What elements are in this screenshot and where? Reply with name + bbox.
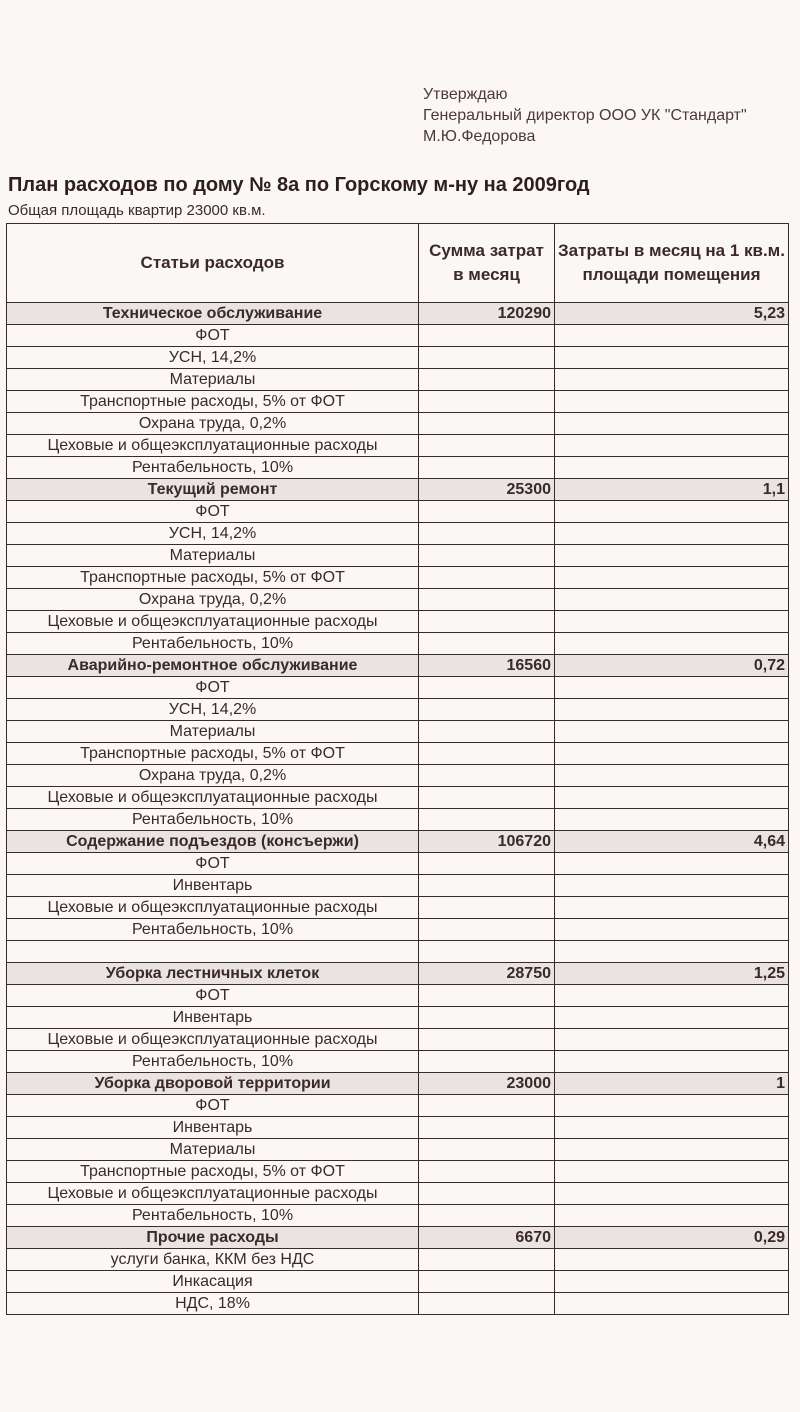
table-row xyxy=(7,809,789,831)
item-sum xyxy=(419,413,555,435)
item-sum xyxy=(419,897,555,919)
item-per-sqm xyxy=(555,391,789,413)
item-per-sqm xyxy=(555,633,789,655)
table-row xyxy=(7,1117,789,1139)
item-name xyxy=(7,941,419,963)
section-per-sqm: 4,64 xyxy=(555,831,789,853)
item-per-sqm xyxy=(555,985,789,1007)
item-sum xyxy=(419,457,555,479)
item-per-sqm xyxy=(555,1249,789,1271)
table-row xyxy=(7,347,789,369)
item-sum xyxy=(419,875,555,897)
item-name: Инкасация xyxy=(7,1271,419,1293)
table-row xyxy=(7,699,789,721)
item-sum xyxy=(419,985,555,1007)
item-per-sqm xyxy=(555,611,789,633)
item-per-sqm xyxy=(555,1007,789,1029)
section-name: Прочие расходы xyxy=(7,1227,419,1249)
item-per-sqm xyxy=(555,919,789,941)
item-sum xyxy=(419,501,555,523)
item-per-sqm xyxy=(555,787,789,809)
item-name: Цеховые и общеэксплуатационные расходы xyxy=(7,1183,419,1205)
table-row xyxy=(7,941,789,963)
section-sum: 16560 xyxy=(419,655,555,677)
item-sum xyxy=(419,1051,555,1073)
item-sum xyxy=(419,809,555,831)
item-per-sqm xyxy=(555,699,789,721)
item-name: ФОТ xyxy=(7,853,419,875)
table-row xyxy=(7,523,789,545)
item-sum xyxy=(419,787,555,809)
item-sum xyxy=(419,743,555,765)
section-row xyxy=(7,655,789,677)
table-row xyxy=(7,567,789,589)
item-sum xyxy=(419,347,555,369)
section-name: Содержание подъездов (консъержи) xyxy=(7,831,419,853)
item-sum xyxy=(419,633,555,655)
section-row xyxy=(7,1227,789,1249)
item-sum xyxy=(419,1271,555,1293)
item-per-sqm xyxy=(555,1117,789,1139)
item-sum xyxy=(419,853,555,875)
table-row xyxy=(7,633,789,655)
section-per-sqm: 1,25 xyxy=(555,963,789,985)
approval-line-approve: Утверждаю xyxy=(423,86,508,103)
item-name: Транспортные расходы, 5% от ФОТ xyxy=(7,567,419,589)
table-row xyxy=(7,1161,789,1183)
table-row xyxy=(7,985,789,1007)
item-per-sqm xyxy=(555,523,789,545)
section-row xyxy=(7,479,789,501)
section-name: Техническое обслуживание xyxy=(7,303,419,325)
item-per-sqm xyxy=(555,743,789,765)
item-name: ФОТ xyxy=(7,985,419,1007)
item-sum xyxy=(419,611,555,633)
item-per-sqm xyxy=(555,325,789,347)
item-name: УСН, 14,2% xyxy=(7,347,419,369)
table-row xyxy=(7,501,789,523)
table-header-row xyxy=(7,224,789,303)
item-name: Рентабельность, 10% xyxy=(7,1205,419,1227)
item-name: Транспортные расходы, 5% от ФОТ xyxy=(7,391,419,413)
item-sum xyxy=(419,1205,555,1227)
section-name: Уборка лестничных клеток xyxy=(7,963,419,985)
approval-line-signatory: М.Ю.Федорова xyxy=(423,128,536,145)
table-row xyxy=(7,1249,789,1271)
section-sum: 28750 xyxy=(419,963,555,985)
table-row xyxy=(7,413,789,435)
item-sum xyxy=(419,699,555,721)
item-sum xyxy=(419,721,555,743)
item-per-sqm xyxy=(555,1271,789,1293)
section-per-sqm: 1 xyxy=(555,1073,789,1095)
section-row xyxy=(7,831,789,853)
table-row xyxy=(7,853,789,875)
item-sum xyxy=(419,1117,555,1139)
item-name: Охрана труда, 0,2% xyxy=(7,765,419,787)
item-name: Цеховые и общеэксплуатационные расходы xyxy=(7,1029,419,1051)
item-per-sqm xyxy=(555,1051,789,1073)
table-row xyxy=(7,391,789,413)
section-sum: 6670 xyxy=(419,1227,555,1249)
table-row xyxy=(7,677,789,699)
table-row xyxy=(7,765,789,787)
table-row xyxy=(7,1293,789,1315)
table-row xyxy=(7,545,789,567)
item-name: Материалы xyxy=(7,369,419,391)
approval-block xyxy=(423,84,747,147)
section-name: Текущий ремонт xyxy=(7,479,419,501)
item-per-sqm xyxy=(555,853,789,875)
item-name: Охрана труда, 0,2% xyxy=(7,413,419,435)
table-row xyxy=(7,1183,789,1205)
table-row xyxy=(7,897,789,919)
item-name: УСН, 14,2% xyxy=(7,523,419,545)
item-name: Рентабельность, 10% xyxy=(7,457,419,479)
section-row xyxy=(7,303,789,325)
item-per-sqm xyxy=(555,1183,789,1205)
item-name: Цеховые и общеэксплуатационные расходы xyxy=(7,435,419,457)
item-name: ФОТ xyxy=(7,501,419,523)
section-per-sqm: 0,29 xyxy=(555,1227,789,1249)
item-sum xyxy=(419,325,555,347)
table-row xyxy=(7,1051,789,1073)
table-row xyxy=(7,325,789,347)
item-per-sqm xyxy=(555,413,789,435)
table-row xyxy=(7,1095,789,1117)
item-sum xyxy=(419,1161,555,1183)
item-per-sqm xyxy=(555,1293,789,1315)
item-name: Цеховые и общеэксплуатационные расходы xyxy=(7,611,419,633)
table-row xyxy=(7,457,789,479)
item-name: Инвентарь xyxy=(7,1007,419,1029)
item-sum xyxy=(419,1029,555,1051)
section-sum: 106720 xyxy=(419,831,555,853)
table-row xyxy=(7,589,789,611)
item-name: Инвентарь xyxy=(7,875,419,897)
section-sum: 120290 xyxy=(419,303,555,325)
document-title: План расходов по дому № 8а по Горскому м-ну на 2009год xyxy=(8,174,590,196)
item-sum xyxy=(419,1095,555,1117)
item-sum xyxy=(419,1249,555,1271)
section-row xyxy=(7,963,789,985)
item-name: Рентабельность, 10% xyxy=(7,1051,419,1073)
item-per-sqm xyxy=(555,501,789,523)
item-name: Инвентарь xyxy=(7,1117,419,1139)
header-monthly-sum: Сумма затрат в месяц xyxy=(419,224,555,303)
table-row xyxy=(7,369,789,391)
item-sum xyxy=(419,435,555,457)
table-row xyxy=(7,919,789,941)
item-name: Цеховые и общеэксплуатационные расходы xyxy=(7,787,419,809)
table-row xyxy=(7,1029,789,1051)
item-sum xyxy=(419,589,555,611)
section-sum: 23000 xyxy=(419,1073,555,1095)
item-per-sqm xyxy=(555,457,789,479)
table-row xyxy=(7,787,789,809)
item-per-sqm xyxy=(555,589,789,611)
item-sum xyxy=(419,369,555,391)
item-sum xyxy=(419,391,555,413)
item-sum xyxy=(419,523,555,545)
table-row xyxy=(7,875,789,897)
item-name: Материалы xyxy=(7,1139,419,1161)
item-sum xyxy=(419,941,555,963)
item-name: Транспортные расходы, 5% от ФОТ xyxy=(7,743,419,765)
item-name: Материалы xyxy=(7,721,419,743)
item-per-sqm xyxy=(555,875,789,897)
section-row xyxy=(7,1073,789,1095)
item-sum xyxy=(419,677,555,699)
item-sum xyxy=(419,1007,555,1029)
item-name: Рентабельность, 10% xyxy=(7,809,419,831)
item-name: Рентабельность, 10% xyxy=(7,919,419,941)
table-row xyxy=(7,1007,789,1029)
item-per-sqm xyxy=(555,1095,789,1117)
item-per-sqm xyxy=(555,941,789,963)
item-per-sqm xyxy=(555,435,789,457)
item-name: Рентабельность, 10% xyxy=(7,633,419,655)
item-name: Охрана труда, 0,2% xyxy=(7,589,419,611)
item-per-sqm xyxy=(555,347,789,369)
item-per-sqm xyxy=(555,1029,789,1051)
table-row xyxy=(7,743,789,765)
item-per-sqm xyxy=(555,809,789,831)
table-row xyxy=(7,1205,789,1227)
item-name: Транспортные расходы, 5% от ФОТ xyxy=(7,1161,419,1183)
section-per-sqm: 0,72 xyxy=(555,655,789,677)
item-sum xyxy=(419,545,555,567)
item-sum xyxy=(419,567,555,589)
item-name: Материалы xyxy=(7,545,419,567)
item-name: НДС, 18% xyxy=(7,1293,419,1315)
item-per-sqm xyxy=(555,1139,789,1161)
header-item: Статьи расходов xyxy=(7,224,419,303)
item-per-sqm xyxy=(555,567,789,589)
item-per-sqm xyxy=(555,1205,789,1227)
item-per-sqm xyxy=(555,369,789,391)
item-per-sqm xyxy=(555,677,789,699)
item-per-sqm xyxy=(555,721,789,743)
table-row xyxy=(7,721,789,743)
header-per-sqm: Затраты в месяц на 1 кв.м. площади помещения xyxy=(555,224,789,303)
item-per-sqm xyxy=(555,897,789,919)
table-body xyxy=(7,303,789,1315)
item-per-sqm xyxy=(555,1161,789,1183)
expense-plan-table xyxy=(6,223,789,1315)
section-name: Аварийно-ремонтное обслуживание xyxy=(7,655,419,677)
section-name: Уборка дворовой территории xyxy=(7,1073,419,1095)
section-sum: 25300 xyxy=(419,479,555,501)
item-name: УСН, 14,2% xyxy=(7,699,419,721)
item-sum xyxy=(419,1139,555,1161)
section-per-sqm: 5,23 xyxy=(555,303,789,325)
table-row xyxy=(7,611,789,633)
item-name: услуги банка, ККМ без НДС xyxy=(7,1249,419,1271)
item-per-sqm xyxy=(555,545,789,567)
table-row xyxy=(7,1271,789,1293)
item-sum xyxy=(419,1293,555,1315)
item-sum xyxy=(419,765,555,787)
section-per-sqm: 1,1 xyxy=(555,479,789,501)
item-name: ФОТ xyxy=(7,677,419,699)
item-name: Цеховые и общеэксплуатационные расходы xyxy=(7,897,419,919)
document-subtitle: Общая площадь квартир 23000 кв.м. xyxy=(8,202,266,219)
item-name: ФОТ xyxy=(7,325,419,347)
item-sum xyxy=(419,919,555,941)
item-sum xyxy=(419,1183,555,1205)
approval-line-position: Генеральный директор ООО УК "Стандарт" xyxy=(423,107,747,124)
item-name: ФОТ xyxy=(7,1095,419,1117)
table-row xyxy=(7,1139,789,1161)
item-per-sqm xyxy=(555,765,789,787)
table-row xyxy=(7,435,789,457)
